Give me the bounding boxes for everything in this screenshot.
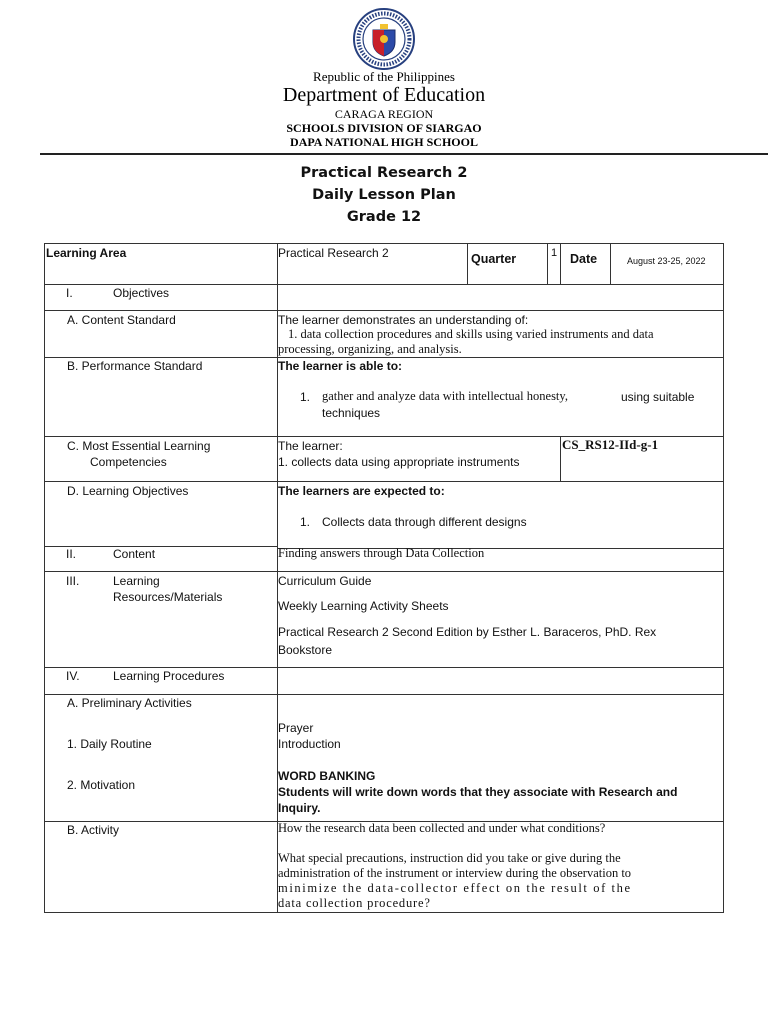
preliminary-activities-label: A. Preliminary Activities [67,696,192,710]
objectives-number: I. [66,286,73,300]
resource-item: Practical Research 2 Second Edition by Esther L. Baraceros, PhD. Rex [278,625,657,639]
resources-label-line-2: Resources/Materials [113,590,223,604]
department-name: Department of Education [282,84,486,106]
date-label: Date [570,252,598,266]
school-name: DAPA NATIONAL HIGH SCHOOL [290,135,478,149]
melc-label-line-1: C. Most Essential Learning [67,439,211,453]
date-value: August 23-25, 2022 [627,256,706,266]
learning-objectives-label: D. Learning Objectives [67,484,189,498]
melc-lead: The learner: [278,439,343,453]
word-banking-line-2: Inquiry. [278,801,321,815]
learning-objectives-lead: The learners are expected to: [278,484,445,498]
performance-standard-lead: The learner is able to: [278,359,403,373]
objectives-label: Objectives [113,286,170,300]
performance-standard-label: B. Performance Standard [67,359,203,373]
learning-area-value: Practical Research 2 [278,246,389,260]
activity-question-2-line-4: data collection procedure? [278,896,431,910]
performance-standard-item-b: using suitable [621,390,695,404]
region-name: CARAGA REGION [334,107,434,121]
procedures-number: IV. [66,669,80,683]
plan-title: Daily Lesson Plan [312,187,456,203]
melc-code: CS_RS12-IId-g-1 [562,437,659,452]
activity-question-2-line-2: administration of the instrument or interview during the observation to [278,866,632,880]
resource-item: Curriculum Guide [278,574,372,588]
resources-label-line-1: Learning [113,574,160,588]
introduction-text: Introduction [278,737,341,751]
content-standard-line-2: processing, organizing, and analysis. [278,342,462,356]
resources-number: III. [66,574,80,588]
melc-label-line-2: Competencies [90,455,167,469]
learning-objectives-item: Collects data through different designs [322,515,527,529]
activity-question-1: How the research data been collected and under what conditions? [278,821,606,835]
resource-item: Weekly Learning Activity Sheets [278,599,449,613]
content-value: Finding answers through Data Collection [278,546,485,560]
activity-label: B. Activity [67,823,120,837]
content-standard-lead: The learner demonstrates an understanding of: [278,313,529,327]
subject-title: Practical Research 2 [300,165,468,181]
lesson-plan-table [44,243,724,913]
deped-seal-logo [349,8,419,70]
content-standard-label: A. Content Standard [67,313,176,327]
melc-item: 1. collects data using appropriate instruments [278,455,520,469]
resource-item-continued: Bookstore [278,643,333,657]
word-banking-line-1: Students will write down words that they associate with Research and [278,785,678,799]
prayer-text: Prayer [278,721,314,735]
content-number: II. [66,547,77,561]
daily-routine-label: 1. Daily Routine [67,737,152,751]
activity-question-2-line-1: What special precautions, instruction did you take or give during the [278,851,621,865]
quarter-label: Quarter [471,252,517,266]
republic-line: Republic of the Philippines [313,69,455,84]
performance-standard-item: gather and analyze data with intellectual honesty, [322,389,568,403]
activity-question-2-line-3: minimize the data-collector effect on the result of the [278,881,632,895]
content-label: Content [113,547,156,561]
performance-standard-item-c: techniques [322,406,381,420]
performance-standard-number: 1. [300,390,311,404]
learning-area-label: Learning Area [46,246,127,260]
learning-objectives-number: 1. [300,515,311,529]
quarter-value: 1 [551,247,558,259]
header-divider [40,153,768,155]
grade-title: Grade 12 [346,209,422,225]
content-standard-line-1: 1. data collection procedures and skills using varied instruments and data [288,327,654,341]
motivation-label: 2. Motivation [67,778,136,792]
division-name: SCHOOLS DIVISION OF SIARGAO [286,121,482,135]
word-banking-heading: WORD BANKING [278,769,376,783]
procedures-label: Learning Procedures [113,669,225,683]
